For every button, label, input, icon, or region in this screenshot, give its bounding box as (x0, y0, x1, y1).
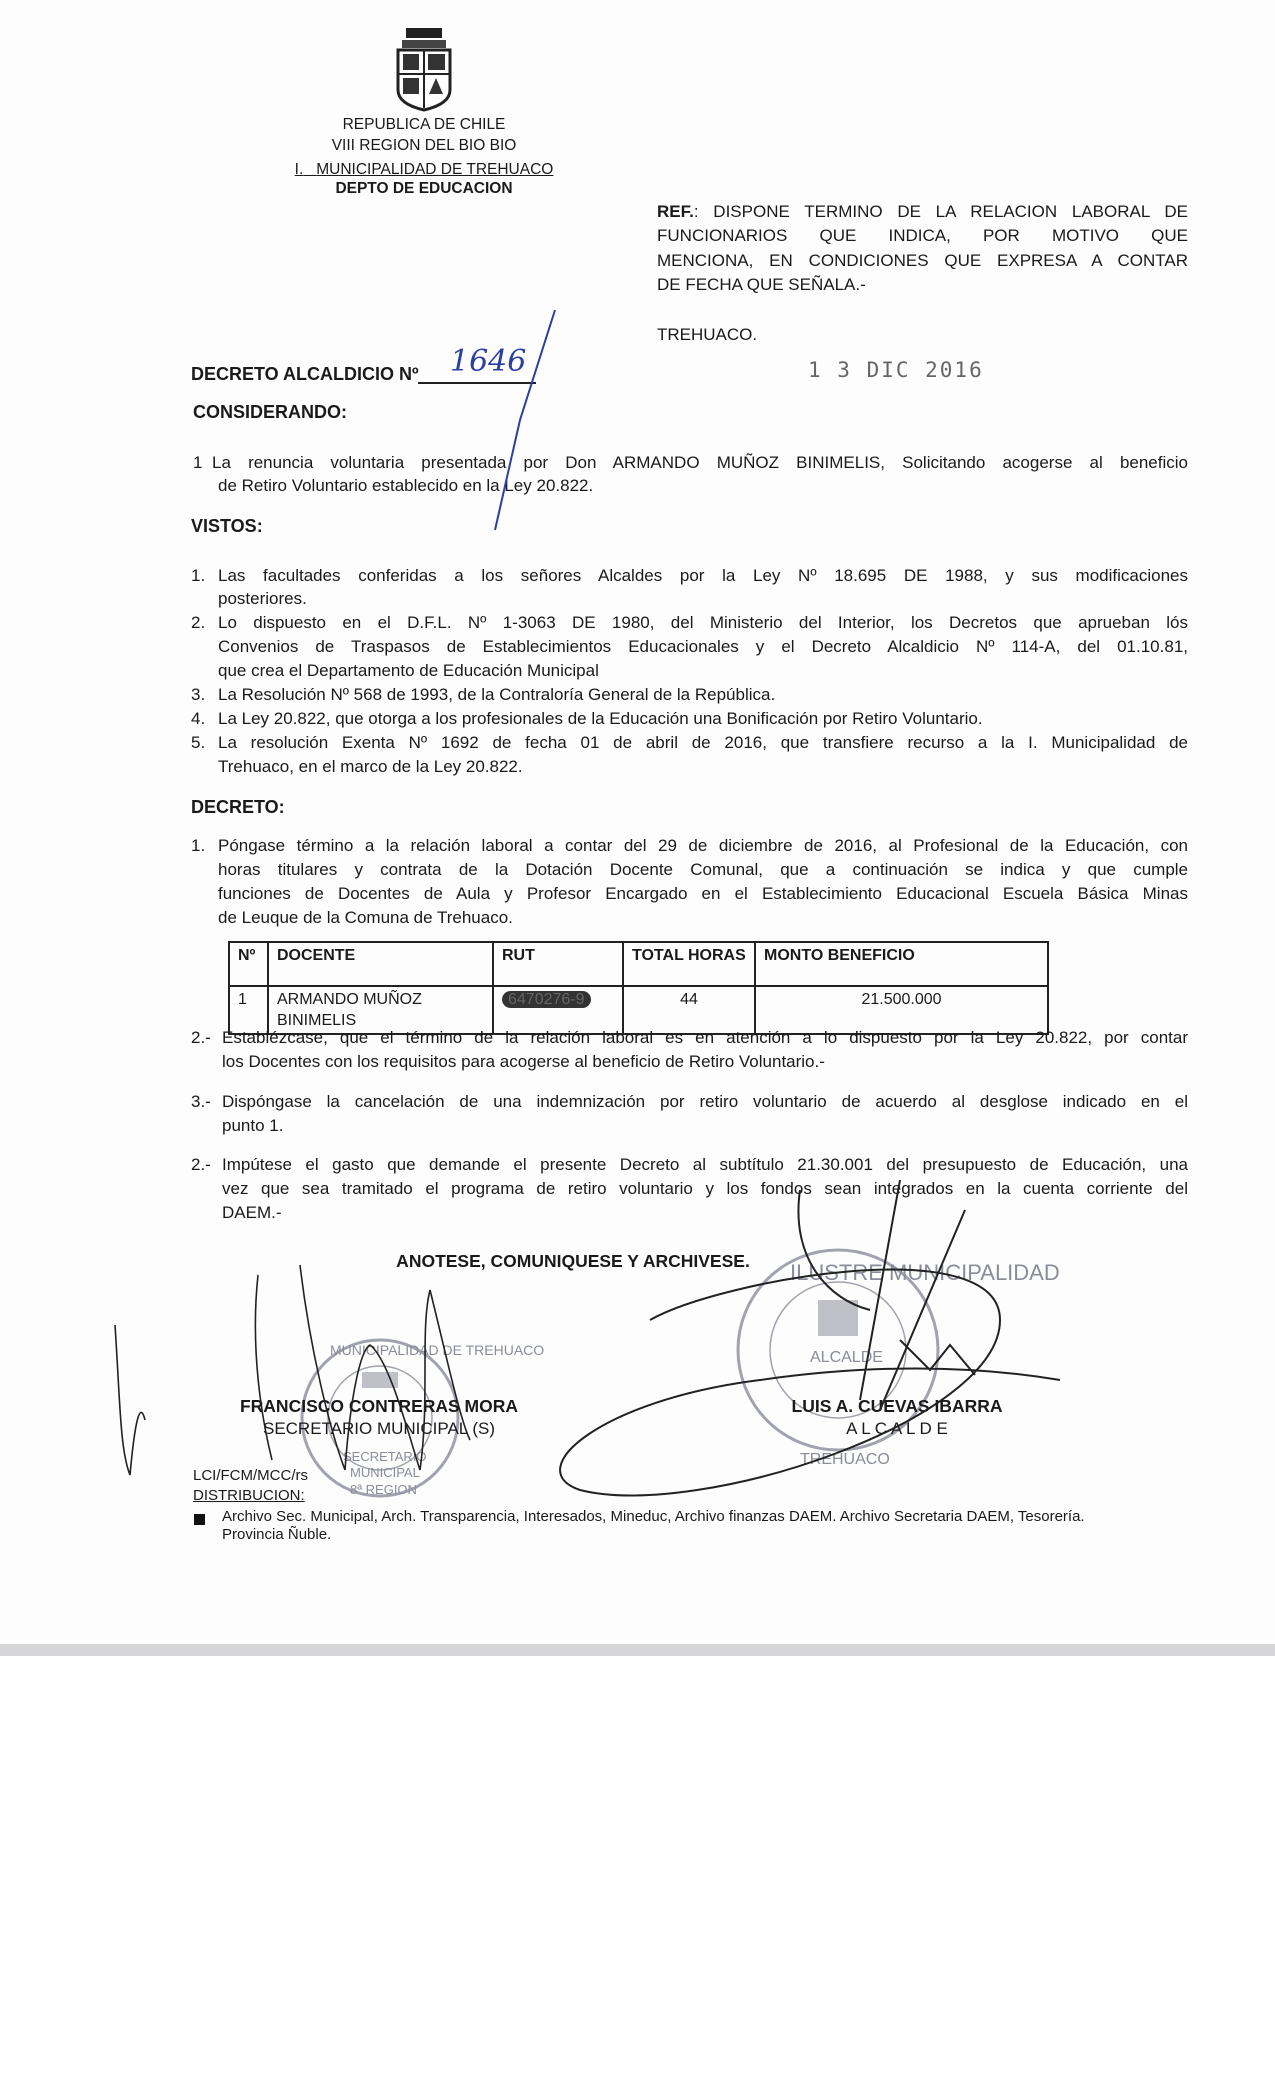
visto-num: 2. (191, 613, 206, 632)
cell-num: 1 (229, 986, 268, 1034)
decreto-num: 2.- (191, 1028, 211, 1047)
visto-line: La Resolución Nº 568 de 1993, de la Contraloría General de la República. (218, 685, 776, 704)
initials: LCI/FCM/MCC/rs (193, 1467, 308, 1484)
th-rut: RUT (493, 942, 623, 986)
header-country: REPUBLICA DE CHILE (342, 116, 506, 133)
stamp-right-role: ALCALDE (810, 1349, 883, 1366)
th-monto: MONTO BENEFICIO (755, 942, 1048, 986)
scan-edge (0, 1644, 1275, 1656)
decreto-line: Establézcase, que el término de la relación laboral es en atención a lo dispuesto por la Ley 20.822, por contar (222, 1028, 1188, 1047)
considerando-line: La renuncia voluntaria presentada por Don ARMANDO MUÑOZ BINIMELIS, Solicitando acogerse al beneficio (212, 453, 1188, 472)
signer-name-secretary: FRANCISCO CONTRERAS MORA (239, 1396, 519, 1416)
decree-number-handwritten: 1646 (450, 344, 527, 379)
th-num: Nº (229, 942, 268, 986)
th-docente: DOCENTE (268, 942, 493, 986)
decreto-line: horas titulares y contrata de la Dotación Docente Comunal, que a continuación se indica y que cumple (218, 860, 1188, 879)
vistos-title: VISTOS: (191, 516, 263, 536)
ref-text: : DISPONE TERMINO DE LA RELACION LABORAL DE (693, 202, 1188, 221)
decreto-line: funciones de Docentes de Aula y Profesor Encargado en el Establecimiento Educacional Escuela Básica Minas (218, 884, 1188, 903)
place: TREHUACO. (657, 325, 758, 344)
cell-docente: ARMANDO MUÑOZ BINIMELIS (268, 986, 493, 1034)
visto-line: posteriores. (218, 589, 307, 608)
municipal-crest-icon (0, 0, 1275, 140)
header-municipality (295, 160, 554, 180)
stamp-left-role: SECRETARIO (343, 1449, 427, 1464)
stamp-left-role2: MUNICIPAL (350, 1465, 420, 1480)
signer-role-mayor: A L C A L D E (846, 1419, 948, 1438)
visto-line: Lo dispuesto en el D.F.L. Nº 1-3063 DE 1980, del Ministerio del Interior, los Decretos que aprueban lós (218, 613, 1188, 632)
visto-num: 4. (191, 709, 206, 728)
considerando-line: de Retiro Voluntario establecido en la Ley 20.822. (218, 476, 594, 495)
decreto-line: los Docentes con los requisitos para acogerse al beneficio de Retiro Voluntario.- (222, 1052, 825, 1071)
visto-num: 5. (191, 733, 206, 752)
decreto-line: Póngase término a la relación laboral a contar del 29 de diciembre de 2016, al Profesional de la Educación, con (218, 836, 1188, 855)
ref-line: FUNCIONARIOS QUE INDICA, POR MOTIVO QUE (657, 226, 1188, 245)
signer-name-mayor: LUIS A. CUEVAS IBARRA (791, 1396, 1003, 1416)
ref-line: DE FECHA QUE SEÑALA.- (657, 275, 866, 294)
stamp-left-region: 8ª REGION (350, 1482, 417, 1497)
decreto-num: 1. (191, 836, 206, 855)
decreto-line: DAEM.- (222, 1203, 282, 1222)
stamp-left-text: MUNICIPALIDAD DE TREHUACO (330, 1342, 545, 1358)
decreto-title: DECRETO: (191, 797, 285, 817)
ref-label: REF. (657, 202, 694, 221)
considerando-title: CONSIDERANDO: (193, 402, 348, 422)
visto-line: Las facultades conferidas a los señores Alcaldes por la Ley Nº 18.695 DE 1988, y sus modificaciones (218, 566, 1188, 585)
header-municipality-name: MUNICIPALIDAD DE TREHUACO (316, 161, 554, 178)
date-stamp: 1 3 DIC 2016 (808, 358, 984, 382)
visto-line: La resolución Exenta Nº 1692 de fecha 01 de abril de 2016, que transfiere recurso a la I. Municipalidad de (218, 733, 1188, 752)
visto-num: 1. (191, 566, 206, 585)
decreto-num: 3.- (191, 1092, 211, 1111)
decree-label: DECRETO ALCALDICIO Nº (191, 364, 419, 384)
distribution-line: Provincia Ñuble. (222, 1526, 332, 1543)
redacted-rut: 6470276-9 (502, 991, 591, 1008)
th-horas: TOTAL HORAS (623, 942, 755, 986)
visto-line: La Ley 20.822, que otorga a los profesionales de la Educación una Bonificación por Retiro Voluntario. (218, 709, 983, 728)
cell-horas: 44 (623, 986, 755, 1034)
visto-line: Convenios de Traspasos de Establecimientos Educacionales y el Decreto Alcaldicio Nº 114-A, del 01.10.81, (218, 637, 1188, 656)
decreto-line: de Leuque de la Comuna de Trehuaco. (218, 908, 513, 927)
header-department: DEPTO DE EDUCACION (335, 180, 513, 197)
bullet-square-icon (194, 1514, 205, 1525)
closing-formula: ANOTESE, COMUNIQUESE Y ARCHIVESE. (396, 1251, 750, 1271)
header-prefix: I. (294, 161, 304, 178)
table-header-row (229, 942, 1048, 986)
header-region: VIII REGION DEL BIO BIO (331, 137, 517, 154)
visto-line: Trehuaco, en el marco de la Ley 20.822. (218, 757, 523, 776)
decreto-line: vez que sea tramitado el programa de retiro voluntario y los fondos sean integrados en la cuenta corriente del (222, 1179, 1188, 1198)
stamp-right-place: TREHUACO (800, 1451, 890, 1468)
visto-num: 3. (191, 685, 206, 704)
considerando-num: 1 (193, 453, 203, 472)
decreto-line: punto 1. (222, 1116, 284, 1135)
beneficiary-table (228, 941, 1049, 1035)
stamp-right-text: ILUSTRE MUNICIPALIDAD (790, 1260, 1060, 1285)
ref-line: MENCIONA, EN CONDICIONES QUE EXPRESA A CONTAR (657, 251, 1188, 270)
decreto-line: Impútese el gasto que demande el presente Decreto al subtítulo 21.30.001 del presupuesto de Educación, una (222, 1155, 1188, 1174)
cell-monto: 21.500.000 (755, 986, 1048, 1034)
visto-line: que crea el Departamento de Educación Municipal (218, 661, 599, 680)
decreto-line: Dispóngase la cancelación de una indemnización por retiro voluntario de acuerdo al desglose indicado en el (222, 1092, 1188, 1111)
decreto-num: 2.- (191, 1155, 211, 1174)
ref-line (657, 200, 1188, 224)
signer-role-secretary: SECRETARIO MUNICIPAL (S) (262, 1419, 496, 1438)
distribution-line: Archivo Sec. Municipal, Arch. Transparencia, Interesados, Mineduc, Archivo finanzas DAEM. Archivo Secretaria DAEM, Tesorería. (222, 1508, 1085, 1525)
distribution-label: DISTRIBUCION: (193, 1487, 305, 1504)
